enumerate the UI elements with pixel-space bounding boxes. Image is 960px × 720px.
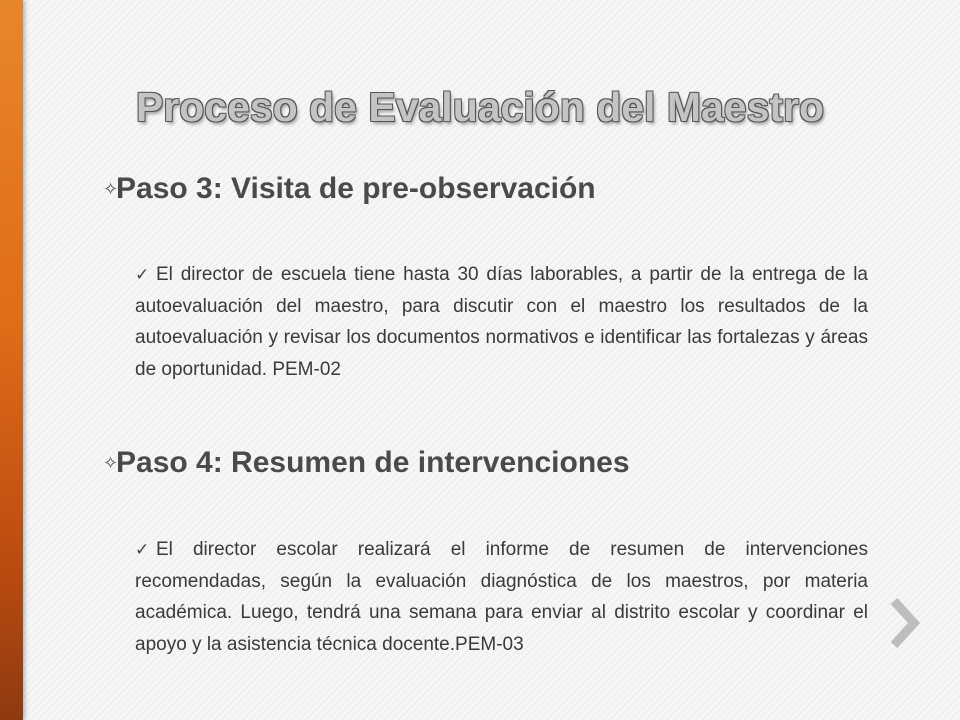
next-slide-button[interactable] xyxy=(884,595,924,651)
step-3-bullet xyxy=(135,259,868,385)
step-3-bullet-text: El director de escuela tiene hasta 30 días laborables, a partir de la entrega de la autoevaluación del maestro, para discutir con el maestro los resultados de la autoevaluación y revisar los documentos normativos e identificar las fortalezas y áreas de oportunidad. PEM-02 xyxy=(135,264,868,380)
step-3-heading xyxy=(103,172,596,206)
step-4-bullet xyxy=(135,534,868,660)
slide-title: Proceso de Evaluación del Maestro xyxy=(135,84,825,130)
chevron-right-icon xyxy=(884,595,924,651)
step-4-bullet-text: El director escolar realizará el informe de resumen de intervenciones recomendadas, según la evaluación diagnóstica de los maestros, por materia académica. Luego, tendrá una semana para enviar al distrito escolar y coordinar el apoyo y la asistencia técnica docente.PEM-03 xyxy=(135,539,868,655)
diamond-star-icon: ✧ xyxy=(103,178,119,199)
checkmark-icon: ✓ xyxy=(135,265,150,284)
checkmark-icon: ✓ xyxy=(135,540,150,559)
diamond-star-icon: ✧ xyxy=(103,452,119,473)
step-4-heading-text: Paso 4: Resumen de intervenciones xyxy=(116,446,630,479)
step-4-heading xyxy=(103,446,630,480)
step-3-heading-text: Paso 3: Visita de pre-observación xyxy=(116,172,596,205)
